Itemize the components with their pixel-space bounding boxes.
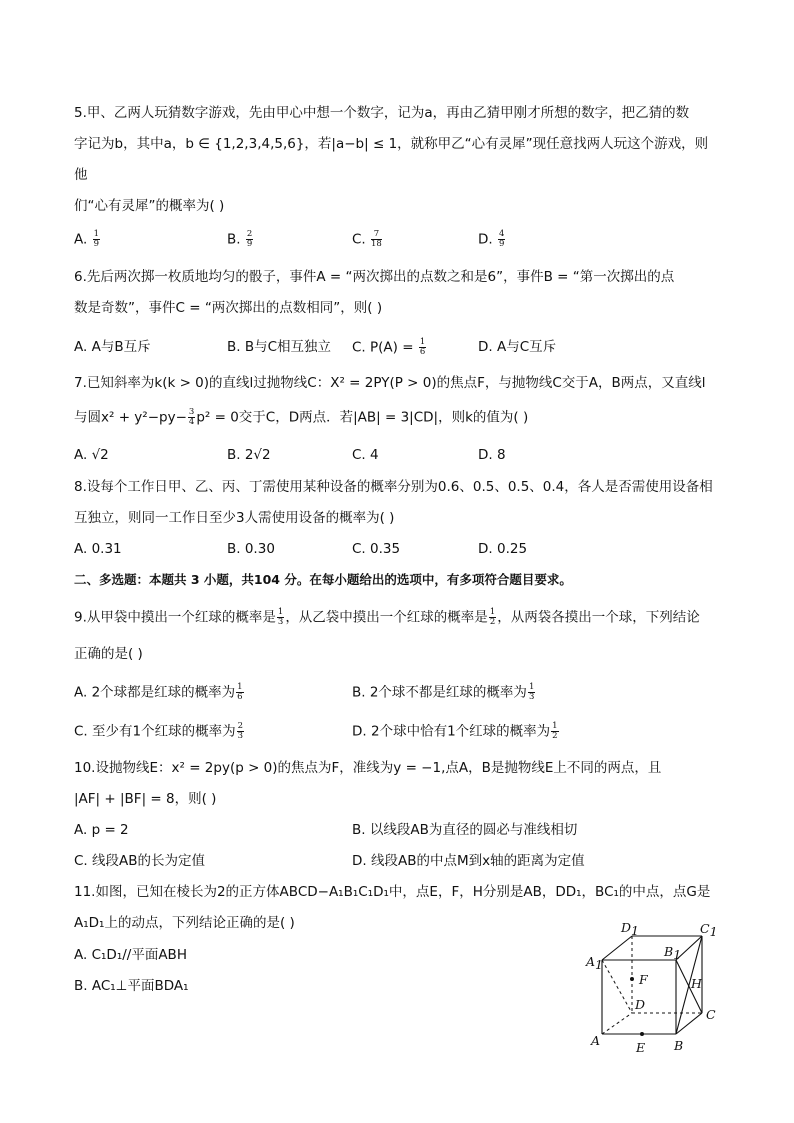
label-d: D: [635, 997, 646, 1012]
q9-line-1: [74, 608, 700, 627]
q5-option-a[interactable]: [74, 230, 101, 249]
q9-option-c[interactable]: [74, 722, 245, 741]
option-text: B. 2个球不都是红球的概率为: [352, 684, 527, 701]
option-label: A.: [74, 231, 88, 248]
cube-figure: [580, 918, 720, 1063]
option-label: B.: [227, 231, 241, 248]
section-heading: 二、多选题：本题共 3 小题，共104 分。在每小题给出的选项中，有多项符合题目要求。: [74, 572, 572, 587]
q5-option-c[interactable]: [352, 230, 383, 249]
option-text: C. P(A) =: [352, 339, 414, 356]
q9-option-a[interactable]: [74, 683, 245, 702]
fraction: $\frac{1}{2}$: [489, 607, 496, 627]
q8-option-a[interactable]: A. 0.31: [74, 541, 122, 557]
fraction: $\frac{2}{3}$: [237, 721, 244, 741]
q7-line-1: 7.已知斜率为k(k > 0)的直线l过抛物线C：X² = 2PY(P > 0)的焦点F，与抛物线C交于A，B两点，又直线l: [74, 375, 706, 391]
label-a: A: [591, 1033, 601, 1048]
hidden-edge-a-d: [602, 1013, 632, 1034]
label-c1: C1: [700, 921, 718, 939]
q7-line-2: [74, 408, 528, 427]
q5-line-1: 5.甲、乙两人玩猜数字游戏，先由甲心中想一个数字，记为a，再由乙猜甲刚才所想的数字，把乙猜的数: [74, 105, 690, 121]
q7-line-2-pre: 与圆x² + y²−py−: [74, 409, 187, 426]
q8-option-c[interactable]: C. 0.35: [352, 541, 401, 557]
option-label: C.: [352, 231, 366, 248]
option-text: A. 2个球都是红球的概率为: [74, 684, 236, 701]
fraction: $\frac{1}{3}$: [528, 682, 535, 702]
point-f: [630, 977, 634, 981]
option-text: C. 至少有1个红球的概率为: [74, 723, 236, 740]
q6-option-b[interactable]: B. B与C相互独立: [227, 339, 332, 355]
fraction: $\frac{7}{18}$: [371, 229, 382, 249]
q9-text-b: ，从乙袋中摸出一个红球的概率是: [285, 609, 488, 626]
q7-option-d[interactable]: D. 8: [478, 447, 506, 463]
q5-line-2: 字记为b，其中a，b ∈ {1,2,3,4,5,6}，若|a−b| ≤ 1，就称甲乙“心有灵犀”现任意找两人玩这个游戏，则: [74, 136, 709, 152]
fraction: $\frac{4}{9}$: [498, 229, 505, 249]
q6-option-a[interactable]: A. A与B互斥: [74, 339, 151, 355]
fraction: $\frac{1}{9}$: [93, 229, 100, 249]
hidden-segment-a1-d: [602, 960, 632, 1013]
q10-option-c[interactable]: C. 线段AB的长为定值: [74, 853, 206, 869]
fraction: $\frac{3}{4}$: [188, 407, 195, 427]
label-e: E: [636, 1040, 646, 1055]
q9-text-a: 9.从甲袋中摸出一个红球的概率是: [74, 609, 276, 626]
q9-option-b[interactable]: [352, 683, 536, 702]
label-f: F: [639, 972, 648, 987]
label-b: B: [674, 1038, 684, 1053]
fraction: $\frac{1}{6}$: [419, 337, 426, 357]
q8-line-2: 互独立，则同一工作日至少3人需使用设备的概率为( ): [74, 510, 395, 526]
q7-line-2-post: p² = 0交于C，D两点．若|AB| = 3|CD|，则k的值为( ): [196, 409, 529, 426]
point-e: [640, 1032, 644, 1036]
option-text: D. 2个球中恰有1个红球的概率为: [352, 723, 551, 740]
label-c: C: [706, 1007, 716, 1022]
q9-text-c: ，从两袋各摸出一个球，下列结论: [497, 609, 700, 626]
q6-option-d[interactable]: D. A与C互斥: [478, 339, 557, 355]
q7-option-c[interactable]: C. 4: [352, 447, 379, 463]
label-a1: A1: [586, 954, 603, 972]
fraction: $\frac{1}{2}$: [552, 721, 558, 741]
edge-b-c: [676, 1013, 702, 1034]
q9-option-d[interactable]: [352, 722, 560, 741]
q8-option-b[interactable]: B. 0.30: [227, 541, 275, 557]
q7-option-b[interactable]: B. 2√2: [227, 447, 271, 463]
q7-option-a[interactable]: A. √2: [74, 447, 109, 463]
q10-option-d[interactable]: D. 线段AB的中点M到x轴的距离为定值: [352, 853, 585, 869]
edge-a1-d1: [602, 936, 632, 960]
q10-option-a[interactable]: A. p = 2: [74, 822, 129, 838]
fraction: $\frac{1}{3}$: [277, 607, 284, 627]
q11-option-b[interactable]: B. AC₁⊥平面BDA₁: [74, 978, 189, 994]
label-d1: D1: [621, 920, 639, 938]
q6-line-2: 数是奇数”，事件C = “两次掷出的点数相同”，则( ): [74, 300, 383, 316]
label-h: H: [691, 976, 702, 991]
label-b1: B1: [664, 944, 682, 962]
q8-line-1: 8.设每个工作日甲、乙、丙、丁需使用某种设备的概率分别为0.6、0.5、0.5、0.4，各人是否需使用设备相: [74, 479, 713, 495]
q10-line-2: |AF| + |BF| = 8，则( ): [74, 791, 217, 807]
q5-line-3: 他: [74, 167, 88, 183]
q10-option-b[interactable]: B. 以线段AB为直径的圆必与准线相切: [352, 822, 578, 838]
q11-line-2: A₁D₁上的动点，下列结论正确的是( ): [74, 915, 295, 931]
q5-line-4: 们“心有灵犀”的概率为( ): [74, 198, 225, 214]
fraction: $\frac{2}{9}$: [246, 229, 253, 249]
option-label: D.: [478, 231, 493, 248]
q6-option-c[interactable]: [352, 338, 427, 357]
fraction: $\frac{1}{6}$: [237, 682, 243, 702]
q10-line-1: 10.设抛物线E：x² = 2py(p > 0)的焦点为F，准线为y = −1,点A，B是抛物线E上不同的两点，且: [74, 760, 662, 776]
q8-option-d[interactable]: D. 0.25: [478, 541, 528, 557]
q6-line-1: 6.先后两次掷一枚质地均匀的骰子，事件A = “两次掷出的点数之和是6”，事件B = “第一次掷出的点: [74, 269, 675, 285]
q5-option-b[interactable]: [227, 230, 254, 249]
q11-line-1: 11.如图，已知在棱长为2的正方体ABCD−A₁B₁C₁D₁中，点E，F，H分别是AB，DD₁，BC₁的中点，点G是: [74, 884, 711, 900]
q5-option-d[interactable]: [478, 230, 506, 249]
q11-option-a[interactable]: A. C₁D₁//平面ABH: [74, 947, 187, 963]
q9-line-2: 正确的是( ): [74, 646, 143, 662]
